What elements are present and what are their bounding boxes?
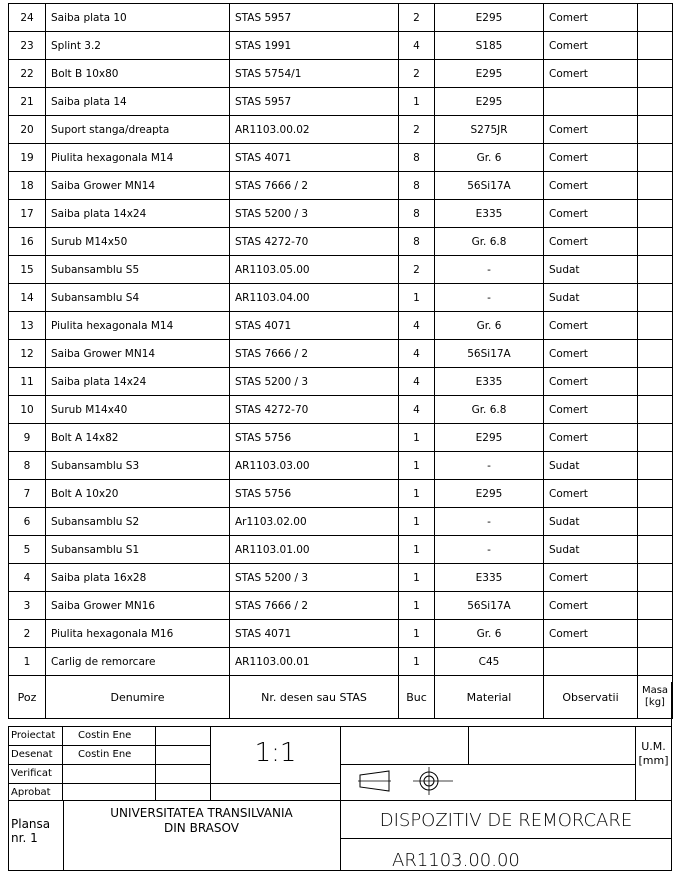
row-material: E295 xyxy=(435,60,544,88)
row-position: 9 xyxy=(9,424,46,452)
row-quantity: 8 xyxy=(399,228,435,256)
row-observations xyxy=(544,648,638,676)
row-observations: Sudat xyxy=(544,536,638,564)
row-mass xyxy=(638,480,673,508)
row-drawing-number: AR1103.04.00 xyxy=(230,284,399,312)
role-drawn: Desenat xyxy=(11,749,53,760)
row-position: 2 xyxy=(9,620,46,648)
row-drawing-number: STAS 7666 / 2 xyxy=(230,172,399,200)
role-checked: Verificat xyxy=(11,768,52,779)
table-row xyxy=(9,144,673,172)
row-mass xyxy=(638,424,673,452)
row-observations: Comert xyxy=(544,480,638,508)
row-observations: Comert xyxy=(544,340,638,368)
row-material: 56Si17A xyxy=(435,172,544,200)
drawing-number: AR1103.00.00 xyxy=(392,850,520,871)
row-name: Piulita hexagonala M14 xyxy=(46,144,230,172)
row-name: Saiba plata 14x24 xyxy=(46,368,230,396)
row-observations: Sudat xyxy=(544,284,638,312)
header-mass xyxy=(638,676,673,719)
row-drawing-number: STAS 4071 xyxy=(230,312,399,340)
row-drawing-number: STAS 4071 xyxy=(230,144,399,172)
table-row xyxy=(9,648,673,676)
header-name: Denumire xyxy=(46,676,230,719)
row-material: - xyxy=(435,284,544,312)
unit-value: [mm] xyxy=(638,754,669,767)
role-designed: Proiectat xyxy=(11,730,56,741)
row-position: 16 xyxy=(9,228,46,256)
row-name: Subansamblu S2 xyxy=(46,508,230,536)
table-row xyxy=(9,32,673,60)
row-material: Gr. 6.8 xyxy=(435,396,544,424)
row-observations: Comert xyxy=(544,564,638,592)
row-name: Saiba plata 14x24 xyxy=(46,200,230,228)
row-observations: Comert xyxy=(544,172,638,200)
row-name: Saiba Grower MN14 xyxy=(46,172,230,200)
row-drawing-number: STAS 5756 xyxy=(230,480,399,508)
table-row xyxy=(9,564,673,592)
row-material: Gr. 6 xyxy=(435,620,544,648)
row-name: Saiba plata 16x28 xyxy=(46,564,230,592)
table-row xyxy=(9,116,673,144)
row-position: 22 xyxy=(9,60,46,88)
table-row xyxy=(9,620,673,648)
row-mass xyxy=(638,452,673,480)
row-position: 15 xyxy=(9,256,46,284)
row-mass xyxy=(638,4,673,32)
row-mass xyxy=(638,172,673,200)
row-name: Surub M14x50 xyxy=(46,228,230,256)
row-material: E295 xyxy=(435,4,544,32)
row-quantity: 1 xyxy=(399,620,435,648)
row-mass xyxy=(638,312,673,340)
row-position: 3 xyxy=(9,592,46,620)
row-name: Suport stanga/dreapta xyxy=(46,116,230,144)
header-mass-unit: [kg] xyxy=(645,697,665,708)
row-material: S185 xyxy=(435,32,544,60)
table-row xyxy=(9,312,673,340)
row-quantity: 8 xyxy=(399,172,435,200)
university-city: DIN BRASOV xyxy=(164,821,239,835)
row-name: Piulita hexagonala M16 xyxy=(46,620,230,648)
row-position: 4 xyxy=(9,564,46,592)
drawing-title: DISPOZITIV DE REMORCARE xyxy=(379,810,633,831)
row-observations: Comert xyxy=(544,116,638,144)
row-observations: Comert xyxy=(544,368,638,396)
row-position: 5 xyxy=(9,536,46,564)
row-material: - xyxy=(435,452,544,480)
row-drawing-number: AR1103.05.00 xyxy=(230,256,399,284)
header-mass-label: Masa xyxy=(641,685,669,696)
row-drawing-number: AR1103.03.00 xyxy=(230,452,399,480)
row-position: 12 xyxy=(9,340,46,368)
row-drawing-number: STAS 4272-70 xyxy=(230,396,399,424)
row-position: 23 xyxy=(9,32,46,60)
row-drawing-number: STAS 1991 xyxy=(230,32,399,60)
row-quantity: 2 xyxy=(399,256,435,284)
row-position: 17 xyxy=(9,200,46,228)
row-mass xyxy=(638,256,673,284)
row-mass xyxy=(638,60,673,88)
row-name: Subansamblu S5 xyxy=(46,256,230,284)
row-drawing-number: AR1103.00.02 xyxy=(230,116,399,144)
row-material: E335 xyxy=(435,564,544,592)
university-name: UNIVERSITATEA TRANSILVANIA xyxy=(110,806,293,820)
row-mass xyxy=(638,144,673,172)
table-row xyxy=(9,60,673,88)
row-position: 1 xyxy=(9,648,46,676)
row-drawing-number: STAS 5200 / 3 xyxy=(230,368,399,396)
table-row xyxy=(9,396,673,424)
row-material: E295 xyxy=(435,88,544,116)
table-row xyxy=(9,536,673,564)
row-mass xyxy=(638,116,673,144)
row-name: Saiba plata 10 xyxy=(46,4,230,32)
row-mass xyxy=(638,284,673,312)
table-row xyxy=(9,424,673,452)
row-position: 19 xyxy=(9,144,46,172)
row-quantity: 8 xyxy=(399,200,435,228)
row-name: Surub M14x40 xyxy=(46,396,230,424)
row-drawing-number: STAS 5957 xyxy=(230,4,399,32)
row-mass xyxy=(638,536,673,564)
parts-list-table xyxy=(8,3,673,719)
row-drawing-number: STAS 5200 / 3 xyxy=(230,200,399,228)
row-quantity: 4 xyxy=(399,32,435,60)
row-position: 14 xyxy=(9,284,46,312)
row-observations: Comert xyxy=(544,424,638,452)
table-row xyxy=(9,172,673,200)
row-position: 18 xyxy=(9,172,46,200)
projection-symbol-icon xyxy=(357,766,457,798)
row-mass xyxy=(638,620,673,648)
table-row xyxy=(9,228,673,256)
parts-list-header-row xyxy=(9,676,673,719)
role-approved: Aprobat xyxy=(11,787,51,798)
row-material: Gr. 6 xyxy=(435,312,544,340)
row-observations: Comert xyxy=(544,312,638,340)
row-material: S275JR xyxy=(435,116,544,144)
row-quantity: 4 xyxy=(399,340,435,368)
row-drawing-number: STAS 5957 xyxy=(230,88,399,116)
row-drawing-number: STAS 4071 xyxy=(230,620,399,648)
drawing-scale: 1:1 xyxy=(254,738,297,768)
row-observations: Comert xyxy=(544,396,638,424)
row-position: 6 xyxy=(9,508,46,536)
row-drawing-number: STAS 5756 xyxy=(230,424,399,452)
table-row xyxy=(9,508,673,536)
row-name: Saiba Grower MN16 xyxy=(46,592,230,620)
row-observations: Sudat xyxy=(544,508,638,536)
row-quantity: 1 xyxy=(399,592,435,620)
row-quantity: 1 xyxy=(399,648,435,676)
row-observations: Comert xyxy=(544,228,638,256)
row-position: 10 xyxy=(9,396,46,424)
row-name: Subansamblu S3 xyxy=(46,452,230,480)
parts-list-body xyxy=(9,4,673,676)
row-mass xyxy=(638,88,673,116)
table-row xyxy=(9,200,673,228)
row-material: - xyxy=(435,256,544,284)
row-material: Gr. 6 xyxy=(435,144,544,172)
row-mass xyxy=(638,592,673,620)
designer-name: Costin Ene xyxy=(78,730,132,741)
unit-label: U.M. xyxy=(641,740,666,753)
row-observations: Comert xyxy=(544,60,638,88)
draftsman-name: Costin Ene xyxy=(78,749,132,760)
table-row xyxy=(9,592,673,620)
row-quantity: 1 xyxy=(399,564,435,592)
row-material: - xyxy=(435,508,544,536)
row-mass xyxy=(638,228,673,256)
row-material: E295 xyxy=(435,424,544,452)
row-name: Subansamblu S4 xyxy=(46,284,230,312)
row-position: 13 xyxy=(9,312,46,340)
row-material: E335 xyxy=(435,368,544,396)
row-position: 24 xyxy=(9,4,46,32)
row-observations xyxy=(544,88,638,116)
row-material: 56Si17A xyxy=(435,340,544,368)
row-quantity: 1 xyxy=(399,284,435,312)
row-mass xyxy=(638,508,673,536)
row-material: - xyxy=(435,536,544,564)
row-name: Piulita hexagonala M14 xyxy=(46,312,230,340)
sheet-number: nr. 1 xyxy=(11,831,38,845)
table-row xyxy=(9,256,673,284)
row-quantity: 1 xyxy=(399,536,435,564)
row-quantity: 4 xyxy=(399,368,435,396)
table-row xyxy=(9,340,673,368)
header-observations: Observatii xyxy=(544,676,638,719)
row-name: Carlig de remorcare xyxy=(46,648,230,676)
header-position: Poz xyxy=(9,676,46,719)
row-mass xyxy=(638,32,673,60)
table-row xyxy=(9,480,673,508)
row-drawing-number: STAS 5200 / 3 xyxy=(230,564,399,592)
row-name: Bolt A 14x82 xyxy=(46,424,230,452)
row-quantity: 8 xyxy=(399,144,435,172)
row-quantity: 4 xyxy=(399,312,435,340)
row-observations: Comert xyxy=(544,200,638,228)
row-position: 21 xyxy=(9,88,46,116)
row-quantity: 2 xyxy=(399,116,435,144)
row-position: 8 xyxy=(9,452,46,480)
row-name: Saiba plata 14 xyxy=(46,88,230,116)
row-name: Bolt A 10x20 xyxy=(46,480,230,508)
row-observations: Comert xyxy=(544,32,638,60)
row-mass xyxy=(638,368,673,396)
table-row xyxy=(9,452,673,480)
row-drawing-number: AR1103.00.01 xyxy=(230,648,399,676)
row-drawing-number: STAS 7666 / 2 xyxy=(230,592,399,620)
row-material: C45 xyxy=(435,648,544,676)
row-quantity: 1 xyxy=(399,88,435,116)
row-mass xyxy=(638,648,673,676)
row-observations: Comert xyxy=(544,592,638,620)
row-observations: Comert xyxy=(544,620,638,648)
row-drawing-number: Ar1103.02.00 xyxy=(230,508,399,536)
row-quantity: 1 xyxy=(399,424,435,452)
row-quantity: 4 xyxy=(399,396,435,424)
row-observations: Comert xyxy=(544,144,638,172)
table-row xyxy=(9,284,673,312)
header-quantity: Buc xyxy=(399,676,435,719)
row-material: E335 xyxy=(435,200,544,228)
header-drawing-number: Nr. desen sau STAS xyxy=(230,676,399,719)
row-quantity: 2 xyxy=(399,60,435,88)
row-quantity: 1 xyxy=(399,452,435,480)
row-drawing-number: STAS 4272-70 xyxy=(230,228,399,256)
row-observations: Comert xyxy=(544,4,638,32)
row-mass xyxy=(638,564,673,592)
row-mass xyxy=(638,396,673,424)
row-quantity: 2 xyxy=(399,4,435,32)
row-quantity: 1 xyxy=(399,480,435,508)
row-position: 20 xyxy=(9,116,46,144)
row-name: Saiba Grower MN14 xyxy=(46,340,230,368)
header-material: Material xyxy=(435,676,544,719)
row-position: 7 xyxy=(9,480,46,508)
row-mass xyxy=(638,200,673,228)
row-quantity: 1 xyxy=(399,508,435,536)
row-mass xyxy=(638,340,673,368)
row-name: Subansamblu S1 xyxy=(46,536,230,564)
row-name: Bolt B 10x80 xyxy=(46,60,230,88)
row-name: Splint 3.2 xyxy=(46,32,230,60)
row-drawing-number: STAS 5754/1 xyxy=(230,60,399,88)
row-drawing-number: AR1103.01.00 xyxy=(230,536,399,564)
row-observations: Sudat xyxy=(544,256,638,284)
row-material: Gr. 6.8 xyxy=(435,228,544,256)
row-position: 11 xyxy=(9,368,46,396)
sheet-label: Plansa xyxy=(11,817,51,831)
table-row xyxy=(9,88,673,116)
row-observations: Sudat xyxy=(544,452,638,480)
table-row xyxy=(9,4,673,32)
table-row xyxy=(9,368,673,396)
row-drawing-number: STAS 7666 / 2 xyxy=(230,340,399,368)
row-material: E295 xyxy=(435,480,544,508)
row-material: 56Si17A xyxy=(435,592,544,620)
